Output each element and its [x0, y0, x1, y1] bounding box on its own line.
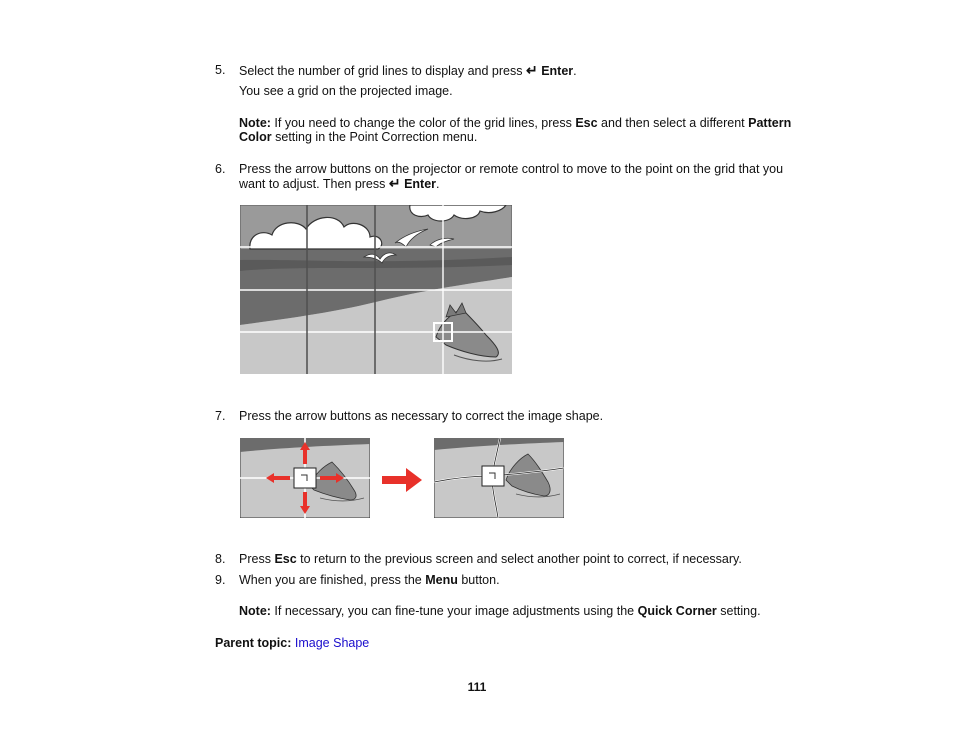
grid-illustration — [240, 205, 512, 374]
step-5-text-a: Select the number of grid lines to display and press — [239, 64, 526, 78]
after-grid-image — [434, 438, 564, 518]
note-label: Note: — [239, 604, 271, 618]
step-7-number: 7. — [215, 409, 226, 423]
enter-key-label: Enter — [404, 177, 437, 191]
menu-button-label: Menu — [425, 573, 458, 587]
enter-return-icon: ↵ — [388, 175, 401, 191]
step-9-number: 9. — [215, 573, 226, 587]
note-text-b: setting. — [716, 604, 761, 618]
step-5-note-line1 — [239, 116, 791, 131]
step-6-line2 — [239, 176, 440, 192]
step-8-text — [239, 552, 742, 567]
step-7-text: Press the arrow buttons as necessary to correct the image shape. — [239, 409, 604, 423]
after-correction-image — [434, 438, 564, 518]
step-6-line1: Press the arrow buttons on the projector or remote control to move to the point on the grid that you — [239, 162, 784, 176]
step-6-text-end: . — [436, 177, 440, 191]
note-text-a: If necessary, you can fine-tune your image adjustments using the — [270, 604, 638, 618]
step-9-text — [239, 573, 500, 588]
note-text-c: setting in the Point Correction menu. — [271, 130, 478, 144]
step-6-text-a: want to adjust. Then press — [239, 177, 389, 191]
step-5-note-line2 — [239, 130, 477, 145]
step-5-result: You see a grid on the projected image. — [239, 84, 453, 98]
step-8-text-a: Press — [239, 552, 275, 566]
before-grid-image — [240, 438, 370, 518]
before-correction-image — [240, 438, 370, 518]
step-9-text-a: When you are finished, press the — [239, 573, 426, 587]
parent-topic-label: Parent topic: — [215, 636, 292, 650]
quick-corner-label: Quick Corner — [637, 604, 717, 618]
image-shape-link[interactable]: Image Shape — [294, 636, 370, 650]
page-number: 111 — [467, 680, 487, 694]
color-label: Color — [239, 130, 272, 144]
esc-key-label: Esc — [575, 116, 598, 130]
note-text-b: and then select a different — [597, 116, 749, 130]
step-8-text-b: to return to the previous screen and select another point to correct, if necessary. — [296, 552, 742, 566]
beach-grid-image — [240, 205, 512, 374]
step-9-note — [239, 604, 761, 619]
red-arrow-icon — [382, 468, 422, 492]
enter-return-icon: ↵ — [525, 62, 538, 78]
enter-key-label: Enter — [541, 64, 574, 78]
note-text-a: If you need to change the color of the grid lines, press — [270, 116, 576, 130]
parent-topic — [215, 636, 369, 650]
note-label: Note: — [239, 116, 271, 130]
step-5-number: 5. — [215, 63, 226, 77]
step-5-text-end: . — [573, 64, 577, 78]
pattern-label: Pattern — [748, 116, 792, 130]
step-8-number: 8. — [215, 552, 226, 566]
step-6-number: 6. — [215, 162, 226, 176]
step-9-text-b: button. — [457, 573, 500, 587]
step-5-text — [239, 63, 577, 79]
esc-key-label: Esc — [274, 552, 297, 566]
